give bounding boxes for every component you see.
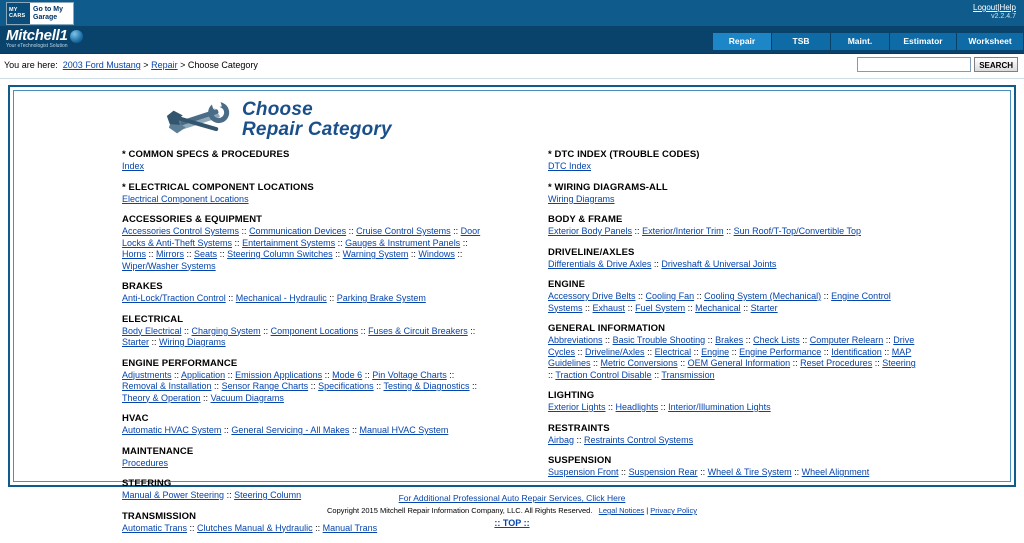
search-input[interactable] bbox=[857, 57, 971, 72]
category-link[interactable]: Starter bbox=[750, 302, 778, 313]
category-link[interactable]: MAP Guidelines bbox=[548, 346, 912, 368]
link-separator: :: bbox=[548, 369, 556, 380]
link-separator: :: bbox=[632, 226, 643, 236]
category-link[interactable]: Airbag bbox=[548, 434, 575, 445]
category-link[interactable]: Manual HVAC System bbox=[359, 425, 449, 435]
category-group bbox=[122, 478, 512, 502]
link-separator: :: bbox=[171, 369, 182, 380]
category-link[interactable]: Clutches Manual & Hydraulic bbox=[197, 522, 313, 533]
link-separator: :: bbox=[332, 249, 343, 259]
category-link[interactable]: Computer Relearn bbox=[809, 335, 884, 345]
link-separator: :: bbox=[211, 381, 222, 391]
category-link[interactable]: Entertainment Systems bbox=[242, 237, 336, 248]
nav-band bbox=[0, 26, 1024, 54]
category-group-title: TRANSMISSION bbox=[122, 510, 197, 522]
category-link[interactable]: Transmission bbox=[661, 369, 715, 380]
category-link[interactable]: Sun Roof/T-Top/Convertible Top bbox=[733, 226, 861, 236]
category-link[interactable]: Cruise Control Systems bbox=[356, 226, 451, 236]
category-column-left bbox=[14, 149, 512, 543]
category-link[interactable]: Drive Cycles bbox=[548, 335, 915, 357]
category-link[interactable]: General Servicing - All Makes bbox=[231, 425, 350, 435]
category-link[interactable]: Accessory Drive Belts bbox=[548, 291, 636, 301]
category-link[interactable]: Engine Control Systems bbox=[548, 291, 891, 313]
category-column-right bbox=[512, 149, 1010, 543]
category-link[interactable]: Body Electrical bbox=[122, 325, 182, 336]
link-separator: :: bbox=[705, 335, 716, 345]
category-link[interactable]: Sensor Range Charts bbox=[221, 381, 309, 391]
page-title bbox=[242, 100, 392, 140]
category-link[interactable]: Pin Voltage Charts bbox=[372, 369, 447, 380]
category-group bbox=[122, 413, 512, 437]
category-group-title: ENGINE bbox=[548, 279, 586, 290]
link-separator: :: bbox=[590, 358, 601, 368]
link-separator: :: bbox=[358, 325, 369, 336]
link-separator: :: bbox=[184, 249, 195, 259]
category-link[interactable]: DTC Index bbox=[548, 161, 592, 171]
link-separator: :: bbox=[575, 346, 586, 357]
category-link[interactable]: Accessories Control Systems bbox=[122, 226, 240, 236]
link-separator: :: bbox=[349, 425, 360, 435]
category-link[interactable]: Engine bbox=[701, 346, 730, 357]
link-separator: :: bbox=[469, 381, 478, 391]
category-group bbox=[122, 511, 512, 535]
link-separator: :: bbox=[225, 293, 236, 303]
main-nav-tabs bbox=[713, 33, 1024, 53]
help-link[interactable]: Help bbox=[999, 3, 1016, 12]
category-links bbox=[122, 293, 492, 305]
link-separator: :: bbox=[460, 237, 468, 248]
link-separator: :: bbox=[217, 249, 228, 259]
category-link[interactable]: OEM General Information bbox=[687, 358, 791, 368]
link-separator: :: bbox=[697, 467, 708, 477]
search-area bbox=[857, 57, 1018, 72]
link-separator: :: bbox=[225, 369, 236, 380]
category-link[interactable]: Electrical bbox=[654, 346, 692, 357]
category-links bbox=[122, 194, 492, 206]
category-group-title: * COMMON SPECS & PROCEDURES bbox=[122, 149, 290, 160]
category-group-title: GENERAL INFORMATION bbox=[548, 323, 666, 334]
link-separator: :: bbox=[791, 467, 802, 477]
category-link[interactable]: Charging System bbox=[191, 325, 261, 336]
category-links bbox=[548, 259, 918, 271]
link-separator: :: bbox=[467, 325, 476, 336]
category-group bbox=[122, 182, 512, 206]
link-separator: :: bbox=[574, 434, 585, 445]
category-link[interactable]: Automatic HVAC System bbox=[122, 425, 222, 435]
category-group-title: STEERING bbox=[122, 478, 172, 489]
category-link[interactable]: Engine Performance bbox=[739, 346, 822, 357]
brand-name: Mitchell1 bbox=[6, 27, 68, 44]
my-garage-label: Go to My Garage bbox=[33, 6, 63, 21]
link-separator: :: bbox=[322, 369, 333, 380]
category-group bbox=[548, 149, 1010, 173]
back-to-top-link[interactable]: :: TOP :: bbox=[494, 518, 530, 528]
category-link[interactable]: Anti-Lock/Traction Control bbox=[122, 293, 226, 303]
category-links bbox=[548, 467, 918, 479]
category-link[interactable]: Fuses & Circuit Breakers bbox=[368, 325, 468, 336]
category-link[interactable]: Wiper/Washer Systems bbox=[122, 260, 216, 271]
category-link[interactable]: Cooling System (Mechanical) bbox=[704, 291, 822, 301]
category-link[interactable]: Interior/Illumination Lights bbox=[668, 402, 771, 412]
wrench-icon bbox=[164, 98, 234, 142]
category-link[interactable]: Headlights bbox=[615, 402, 659, 412]
category-link[interactable]: Seats bbox=[194, 249, 218, 259]
link-separator: :: bbox=[872, 358, 883, 368]
link-separator: :: bbox=[200, 392, 211, 403]
link-separator: :: bbox=[651, 369, 662, 380]
category-group bbox=[548, 390, 1010, 414]
link-separator: :: bbox=[454, 249, 463, 259]
category-link[interactable]: Manual & Power Steering bbox=[122, 490, 225, 500]
category-links bbox=[122, 490, 492, 502]
category-link[interactable]: Steering Column Switches bbox=[227, 249, 333, 259]
category-link[interactable]: Horns bbox=[122, 249, 147, 259]
category-links bbox=[548, 402, 918, 414]
category-link[interactable]: Manual Trans bbox=[322, 522, 378, 533]
category-links bbox=[122, 458, 492, 470]
category-group bbox=[548, 247, 1010, 271]
link-separator: :: bbox=[694, 291, 705, 301]
category-link[interactable]: Wiring Diagrams bbox=[159, 337, 226, 347]
privacy-policy-link[interactable]: Privacy Policy bbox=[650, 506, 697, 515]
link-separator: :: bbox=[312, 522, 323, 533]
category-links bbox=[548, 291, 918, 314]
link-separator: :: bbox=[723, 226, 734, 236]
link-separator: :: bbox=[146, 249, 157, 259]
page-title-area bbox=[14, 91, 1010, 143]
link-separator: :: bbox=[221, 425, 232, 435]
category-link[interactable]: Removal & Installation bbox=[122, 381, 212, 391]
link-separator: :: bbox=[644, 346, 655, 357]
category-link[interactable]: Metric Conversions bbox=[600, 358, 678, 368]
category-link[interactable]: Gauges & Instrument Panels bbox=[345, 237, 461, 248]
category-group bbox=[122, 281, 512, 305]
category-group-title: LIGHTING bbox=[548, 390, 595, 401]
category-links bbox=[548, 435, 918, 447]
category-links bbox=[548, 194, 918, 206]
link-separator: :: bbox=[446, 369, 455, 380]
category-link[interactable]: Parking Brake System bbox=[336, 293, 426, 303]
top-right-links bbox=[973, 3, 1016, 20]
version-label: v2.2.4.7 bbox=[991, 13, 1016, 20]
brand-tagline: Your eTechnologist Solution bbox=[6, 43, 68, 49]
category-links bbox=[122, 370, 492, 405]
category-link[interactable]: Procedures bbox=[122, 457, 169, 468]
category-link[interactable]: Steering Column bbox=[234, 490, 302, 500]
category-link[interactable]: Windows bbox=[418, 249, 455, 259]
footer-separator: | bbox=[646, 506, 649, 515]
tab-tsb[interactable]: TSB bbox=[772, 33, 831, 50]
link-separator: :: bbox=[881, 346, 892, 357]
category-link[interactable]: Starter bbox=[122, 337, 150, 347]
link-separator: :: bbox=[740, 302, 751, 313]
link-separator: :: bbox=[605, 402, 616, 412]
category-link[interactable]: Theory & Operation bbox=[122, 392, 201, 403]
category-link[interactable]: Mechanical bbox=[695, 302, 741, 313]
category-link[interactable]: Automatic Trans bbox=[122, 522, 188, 533]
category-columns bbox=[14, 143, 1010, 543]
breadcrumb-bar bbox=[0, 54, 1024, 79]
category-group bbox=[122, 214, 512, 272]
breadcrumb-sep-2: > bbox=[180, 60, 186, 70]
category-group bbox=[122, 149, 512, 173]
category-link[interactable]: Restraints Control Systems bbox=[584, 434, 694, 445]
category-links bbox=[122, 523, 492, 535]
page-title-line-1: Choose bbox=[242, 99, 313, 120]
category-group-title: * WIRING DIAGRAMS-ALL bbox=[548, 181, 668, 193]
link-separator: :: bbox=[821, 291, 832, 301]
category-links bbox=[122, 326, 492, 349]
category-group-title: ACCESSORIES & EQUIPMENT bbox=[122, 214, 263, 225]
page-title-line-2: Repair Category bbox=[242, 119, 392, 140]
link-separator: :: bbox=[149, 337, 160, 347]
category-link[interactable]: Exterior/Interior Trim bbox=[642, 226, 724, 236]
link-separator: :: bbox=[651, 258, 662, 269]
breadcrumb bbox=[4, 60, 258, 70]
my-cars-logo: MY CARS bbox=[7, 3, 30, 24]
category-links bbox=[122, 226, 492, 272]
link-separator: :: bbox=[260, 325, 271, 336]
legal-notices-link[interactable]: Legal Notices bbox=[598, 506, 645, 515]
tab-estimator[interactable]: Estimator bbox=[890, 33, 957, 50]
category-group bbox=[122, 314, 512, 349]
category-link[interactable]: Door Locks & Anti-Theft Systems bbox=[122, 226, 481, 248]
category-link[interactable]: Wheel Alignment bbox=[801, 467, 870, 477]
link-separator: :: bbox=[691, 346, 702, 357]
link-separator: :: bbox=[335, 237, 346, 248]
my-garage-button[interactable] bbox=[6, 2, 74, 25]
mitchell-logo bbox=[6, 28, 83, 49]
category-link[interactable]: Basic Trouble Shooting bbox=[612, 335, 706, 345]
category-group-title: RESTRAINTS bbox=[548, 422, 610, 434]
category-group bbox=[548, 182, 1010, 206]
link-separator: :: bbox=[602, 335, 613, 345]
category-group-title: HVAC bbox=[122, 413, 149, 424]
link-separator: :: bbox=[326, 293, 337, 303]
logout-link[interactable]: Logout bbox=[973, 3, 998, 12]
link-separator: :: bbox=[799, 335, 810, 345]
breadcrumb-current: Choose Category bbox=[187, 60, 258, 70]
link-separator: :: bbox=[181, 325, 192, 336]
category-group-title: BRAKES bbox=[122, 281, 163, 292]
category-group-title: DRIVELINE/AXLES bbox=[548, 246, 635, 258]
category-group bbox=[548, 455, 1010, 479]
breadcrumb-sep-1: > bbox=[143, 60, 149, 70]
category-link[interactable]: Brakes bbox=[715, 335, 744, 345]
category-link[interactable]: Suspension Front bbox=[548, 467, 619, 477]
category-link[interactable]: Mirrors bbox=[156, 249, 185, 259]
category-link[interactable]: Exterior Lights bbox=[548, 402, 606, 412]
category-link[interactable]: Wheel & Tire System bbox=[707, 467, 792, 477]
link-separator: :: bbox=[729, 346, 740, 357]
top-bar bbox=[0, 0, 1024, 26]
category-link[interactable]: Testing & Diagnostics bbox=[383, 381, 470, 391]
top-links-separator: | bbox=[997, 3, 1000, 12]
category-link[interactable]: Mode 6 bbox=[332, 369, 363, 380]
category-links bbox=[122, 161, 492, 173]
category-link[interactable]: Mechanical - Hydraulic bbox=[235, 293, 327, 303]
link-separator: :: bbox=[362, 369, 373, 380]
tab-repair[interactable]: Repair bbox=[713, 33, 772, 50]
link-separator: :: bbox=[582, 302, 593, 313]
category-group bbox=[122, 358, 512, 405]
category-link[interactable]: Wiring Diagrams bbox=[548, 193, 615, 204]
category-link[interactable]: Vacuum Diagrams bbox=[210, 392, 284, 403]
link-separator: :: bbox=[187, 522, 198, 533]
link-separator: :: bbox=[373, 381, 384, 391]
category-group-title: * ELECTRICAL COMPONENT LOCATIONS bbox=[122, 181, 314, 193]
globe-icon bbox=[70, 30, 83, 43]
link-separator: :: bbox=[635, 291, 646, 301]
category-link[interactable]: Abbreviations bbox=[548, 335, 603, 345]
link-separator: :: bbox=[677, 358, 688, 368]
promo-link[interactable]: For Additional Professional Auto Repair Services, Click Here bbox=[398, 493, 626, 503]
category-link[interactable]: Electrical Component Locations bbox=[122, 193, 249, 204]
category-link[interactable]: Check Lists bbox=[753, 335, 800, 345]
category-link[interactable]: Index bbox=[122, 161, 145, 171]
link-separator: :: bbox=[450, 226, 461, 236]
category-link[interactable]: Suspension Rear bbox=[628, 467, 698, 477]
category-group bbox=[548, 214, 1010, 238]
link-separator: :: bbox=[232, 237, 243, 248]
category-link[interactable]: Component Locations bbox=[270, 325, 359, 336]
category-group bbox=[548, 279, 1010, 314]
link-separator: :: bbox=[743, 335, 754, 345]
category-link[interactable]: Reset Procedures bbox=[800, 358, 873, 368]
category-group-title: BODY & FRAME bbox=[548, 214, 623, 225]
category-link[interactable]: Traction Control Disable bbox=[555, 369, 652, 380]
link-separator: :: bbox=[346, 226, 357, 236]
category-link[interactable]: Adjustments bbox=[122, 369, 172, 380]
category-link[interactable]: Exterior Body Panels bbox=[548, 226, 633, 236]
link-separator: :: bbox=[685, 302, 696, 313]
category-link[interactable]: Identification bbox=[831, 346, 882, 357]
category-group bbox=[122, 446, 512, 470]
category-group-title: MAINTENANCE bbox=[122, 445, 194, 457]
breadcrumb-prefix: You are here: bbox=[4, 60, 58, 70]
breadcrumb-repair[interactable]: Repair bbox=[151, 60, 178, 70]
category-links bbox=[122, 425, 492, 437]
category-group-title: ENGINE PERFORMANCE bbox=[122, 357, 238, 369]
category-links bbox=[548, 161, 918, 173]
category-link[interactable]: Differentials & Drive Axles bbox=[548, 258, 652, 269]
breadcrumb-vehicle[interactable]: 2003 Ford Mustang bbox=[62, 60, 141, 70]
link-separator: :: bbox=[239, 226, 250, 236]
category-link[interactable]: Communication Devices bbox=[249, 226, 347, 236]
category-links bbox=[548, 335, 918, 381]
category-link[interactable]: Warning System bbox=[342, 249, 409, 259]
link-separator: :: bbox=[790, 358, 801, 368]
copyright-text: Copyright 2015 Mitchell Repair Information Company, LLC. All Rights Reserved. bbox=[327, 506, 593, 515]
tab-maint[interactable]: Maint. bbox=[831, 33, 890, 50]
category-link[interactable]: Driveline/Axles bbox=[585, 346, 645, 357]
category-group bbox=[548, 423, 1010, 447]
category-group-title: SUSPENSION bbox=[548, 455, 612, 466]
category-group-title: ELECTRICAL bbox=[122, 313, 184, 325]
search-button[interactable]: SEARCH bbox=[974, 57, 1018, 72]
category-links bbox=[548, 226, 918, 238]
link-separator: :: bbox=[821, 346, 832, 357]
category-group bbox=[548, 323, 1010, 381]
link-separator: :: bbox=[408, 249, 419, 259]
link-separator: :: bbox=[658, 402, 669, 412]
category-group-title: * DTC INDEX (TROUBLE CODES) bbox=[548, 149, 700, 160]
link-separator: :: bbox=[308, 381, 319, 391]
link-separator: :: bbox=[618, 467, 629, 477]
link-separator: :: bbox=[625, 302, 636, 313]
category-link[interactable]: Cooling Fan bbox=[645, 291, 695, 301]
link-separator: :: bbox=[883, 335, 894, 345]
category-link[interactable]: Application bbox=[181, 369, 226, 380]
category-link[interactable]: Exhaust bbox=[592, 302, 626, 313]
category-link[interactable]: Emission Applications bbox=[235, 369, 323, 380]
link-separator: :: bbox=[224, 490, 235, 500]
category-link[interactable]: Steering bbox=[882, 358, 916, 368]
category-link[interactable]: Specifications bbox=[318, 381, 374, 391]
category-link[interactable]: Fuel System bbox=[635, 302, 686, 313]
category-link[interactable]: Driveshaft & Universal Joints bbox=[661, 258, 777, 269]
tab-worksheet[interactable]: Worksheet bbox=[957, 33, 1024, 50]
